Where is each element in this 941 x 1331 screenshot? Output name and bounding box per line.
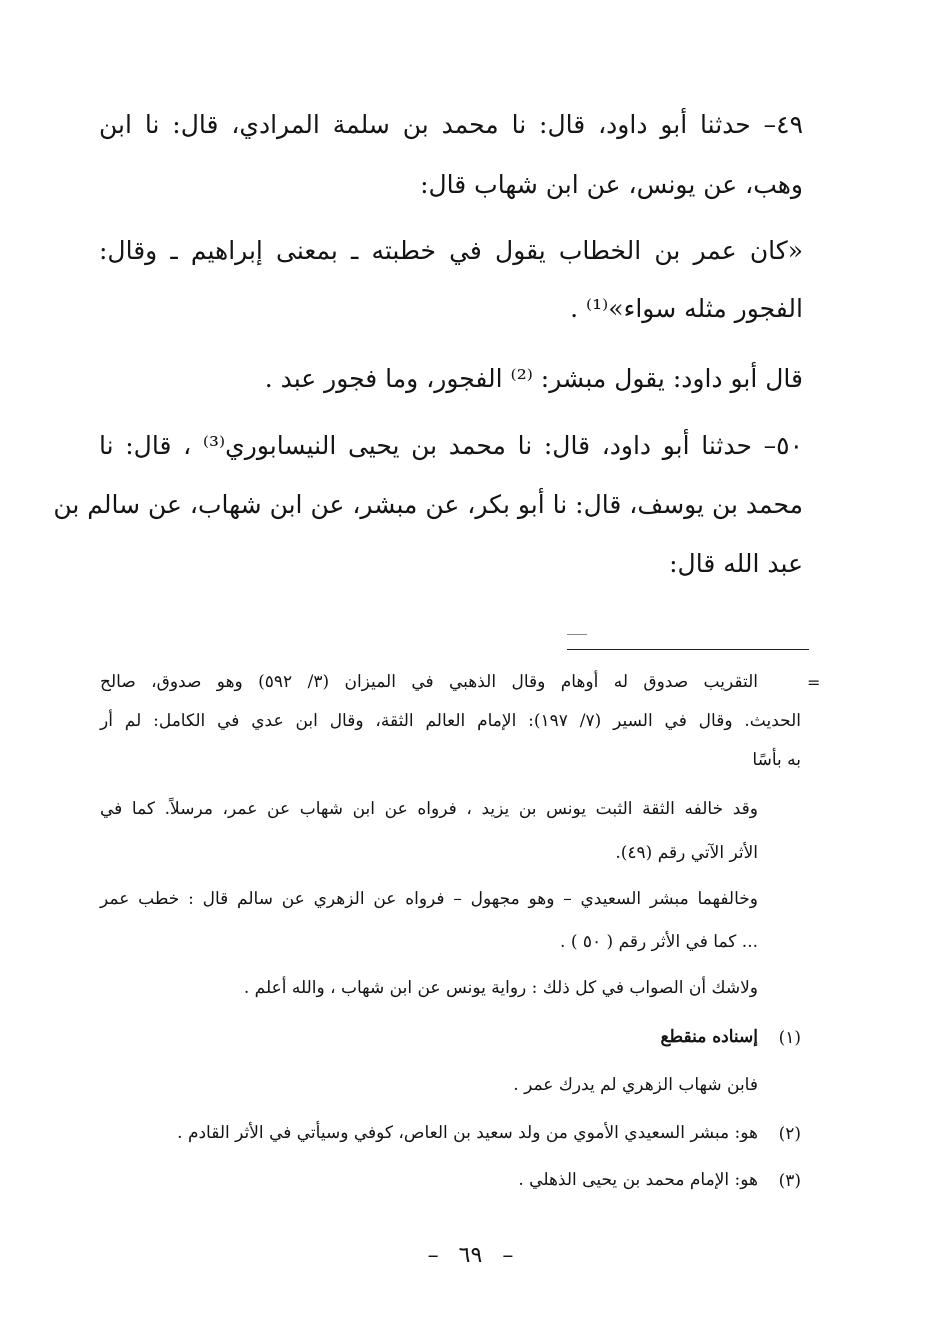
footnote-1-number: (١) — [778, 1028, 801, 1048]
continuation-mark: = — [807, 673, 821, 692]
hadith-50-line-1: ٥٠– حدثنا أبو داود، قال: نا محمد بن يحيى النيسابوري⁽³⁾ ، قال: نا — [99, 431, 803, 460]
footnote-continuation-line-5: الأثر الآتي رقم (٤٩). — [615, 843, 758, 863]
footnote-continuation-line-1: التقريب صدوق له أوهام وقال الذهبي في الميزان (٣/ ٥٩٢) وهو صدوق، صالح — [100, 672, 758, 692]
footnote-2-text: هو: مبشر السعيدي الأموي من ولد سعيد بن العاص، كوفي وسيأتي في الأثر القادم . — [177, 1123, 758, 1143]
page-number-value: ٦٩ — [458, 1243, 483, 1268]
hadith-49-line-1: ٤٩– حدثنا أبو داود، قال: نا محمد بن سلمة المرادي، قال: نا ابن — [99, 110, 803, 139]
footnote-3-number: (٣) — [778, 1171, 801, 1191]
footnote-1-title: إسناده منقطع — [660, 1027, 758, 1047]
page-number — [0, 1243, 941, 1268]
footnote-continuation-line-6: وخالفهما مبشر السعيدي – وهو مجهول – فرواه عن الزهري عن سالم قال : خطب عمر — [100, 889, 758, 909]
abu-dawud-note: قال أبو داود: يقول مبشر: ⁽²⁾ الفجور، وما فجور عبد . — [264, 364, 803, 393]
separator-tick — [567, 634, 587, 635]
footnote-continuation-line-2: الحديث. وقال في السير (٧/ ١٩٧): الإمام العالم الثقة، وقال ابن عدي في الكامل: لم أر — [100, 711, 801, 731]
footnote-1-text: فابن شهاب الزهري لم يدرك عمر . — [513, 1075, 758, 1095]
footnote-continuation-line-3: به بأسًا — [752, 750, 801, 770]
hadith-49-line-2: وهب، عن يونس، عن ابن شهاب قال: — [420, 170, 803, 199]
hadith-50-line-3: عبد الله قال: — [669, 549, 803, 578]
dash-right: – — [502, 1243, 514, 1268]
hadith-50-line-2: محمد بن يوسف، قال: نا أبو بكر، عن مبشر، عن ابن شهاب، عن سالم بن — [53, 490, 803, 519]
footnote-2-number: (٢) — [778, 1124, 801, 1144]
hadith-49-line-4: الفجور مثله سواء»⁽¹⁾ . — [570, 294, 803, 323]
dash-left: – — [427, 1243, 439, 1268]
footnote-continuation-line-7: ... كما في الأثر رقم ( ٥٠ ) . — [560, 932, 758, 952]
footnote-separator — [567, 649, 809, 650]
footnote-continuation-line-8: ولاشك أن الصواب في كل ذلك : رواية يونس عن ابن شهاب ، والله أعلم . — [243, 978, 758, 998]
hadith-49-line-3: «كان عمر بن الخطاب يقول في خطبته ـ بمعنى إبراهيم ـ وقال: — [99, 236, 803, 265]
footnote-continuation-line-4: وقد خالفه الثقة الثبت يونس بن يزيد ، فرواه عن ابن شهاب عن عمر، مرسلاً. كما في — [100, 799, 758, 819]
footnote-3-text: هو: الإمام محمد بن يحيى الذهلي . — [518, 1170, 758, 1190]
